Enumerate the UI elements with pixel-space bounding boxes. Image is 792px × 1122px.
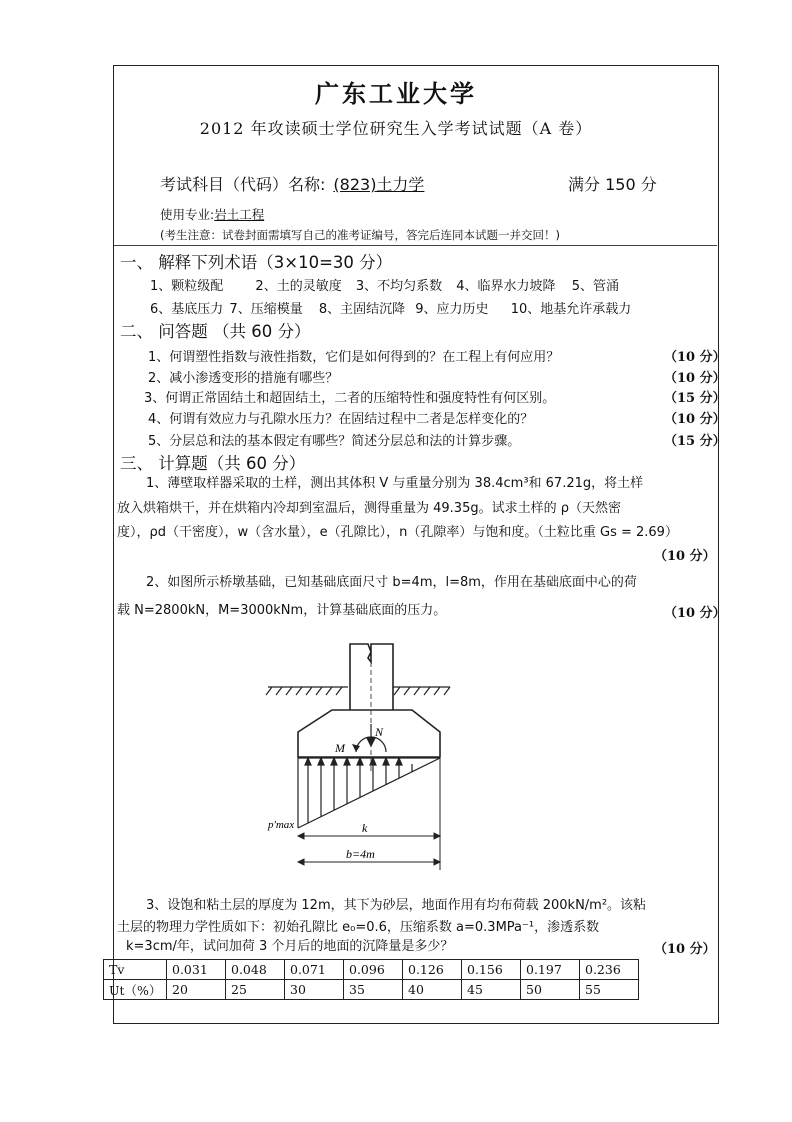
term-10: 10、地基允许承载力 [510,302,632,317]
major-label: 使用专业: [160,207,215,222]
section2-title: 二、 问答题 （共 60 分） [120,322,311,341]
calc-q3-line1: 3、设饱和粘土层的厚度为 12m，其下为砂层，地面作用有均布荷载 200kN/m²。该粘 [146,898,647,913]
table-cell: 55 [580,980,639,1000]
question-1-points: （10 分） [664,350,726,365]
subject-code-name: (823)土力学 [333,175,425,194]
label-M: M [335,741,345,755]
base-pressure-diagram [298,758,440,828]
subject-line [160,172,424,195]
table-head-ut: Ut（%） [104,980,167,1000]
calc-q2-line1: 2、如图所示桥墩基础，已知基础底面尺寸 b=4m，l=8m，作用在基础底面中心的荷 [146,575,637,590]
table-cell: 0.126 [403,960,462,980]
table-cell: 0.048 [226,960,285,980]
table-row-ut [104,980,639,1000]
term-8: 8、主固结沉降 [318,302,406,317]
calc-q3-line3: k=3cm/年，试问加荷 3 个月后的地面的沉降量是多少？ [126,939,454,954]
question-4: 4、何谓有效应力与孔隙水压力？在固结过程中二者是怎样变化的？ [148,412,534,427]
question-3: 3、何谓正常固结土和超固结土，二者的压缩特性和强度特性有何区别。 [144,391,556,406]
major-line [160,205,264,223]
question-2-points: （10 分） [664,371,726,386]
table-cell: 30 [285,980,344,1000]
term-7: 7、压缩模量 [229,302,303,317]
header-separator [114,245,717,246]
table-cell: 0.156 [462,960,521,980]
pier-foundation-diagram [250,632,460,872]
label-N: N [375,725,384,739]
term-4: 4、临界水力坡降 [456,279,556,294]
term-6: 6、基底压力 [150,302,224,317]
terms-line-2 [150,298,631,317]
table-cell: 0.071 [285,960,344,980]
calc-q1-line3: 度），ρd（干密度），w（含水量），e（孔隙比），n（孔隙率）与饱和度。（土粒比重 Gs = 2.69） [117,525,678,540]
term-5: 5、管涌 [571,279,619,294]
table-cell: 0.096 [344,960,403,980]
question-2: 2、减小渗透变形的措施有哪些？ [148,371,339,386]
table-cell: 50 [521,980,580,1000]
term-2: 2、土的灵敏度 [255,279,342,294]
calc-q2-line2: 载 N=2800kN，M=3000kNm，计算基础底面的压力。 [117,603,447,618]
table-cell: 20 [167,980,226,1000]
major-value: 岩土工程 [214,207,265,222]
calc-q3-points: （10 分） [654,942,716,957]
calc-q2-points: （10 分） [664,606,726,621]
table-cell: 45 [462,980,521,1000]
footing [298,710,440,757]
table-cell: 0.197 [521,960,580,980]
question-3-points: （15 分） [664,391,726,406]
question-5: 5、分层总和法的基本假定有哪些？简述分层总和法的计算步骤。 [148,434,521,449]
full-marks: 满分 150 分 [568,175,657,194]
university-name: 广东工业大学 [315,80,477,108]
table-cell: 35 [344,980,403,1000]
term-1: 1、颗粒级配 [150,279,224,294]
label-b: b=4m [346,847,375,861]
pier-column [350,644,393,710]
section3-title: 三、 计算题（共 60 分） [120,454,306,473]
term-3: 3、不均匀系数 [355,279,443,294]
ground-surface [266,687,450,695]
question-4-points: （10 分） [664,412,726,427]
question-1: 1、何谓塑性指数与液性指数，它们是如何得到的？在工程上有何应用？ [148,350,560,365]
candidate-note: (考生注意：试卷封面需填写自己的准考证编号，答完后连同本试题一并交回！) [160,228,560,242]
terms-line-1 [150,275,619,294]
label-k: k [362,821,368,835]
table-cell: 40 [403,980,462,1000]
table-cell: 25 [226,980,285,1000]
calc-q1-line1: 1、薄壁取样器采取的土样，测出其体积 V 与重量分别为 38.4cm³和 67.21g，将土样 [146,476,644,491]
table-cell: 0.031 [167,960,226,980]
table-row-tv [104,960,639,980]
question-5-points: （15 分） [664,434,726,449]
term-9: 9、应力历史 [415,302,489,317]
subject-label: 考试科目（代码）名称: [160,175,326,194]
calc-q1-points: （10 分） [654,549,716,564]
exam-title: 2012 年攻读硕士学位研究生入学考试试题（A 卷） [199,119,593,138]
label-pmax: p'max [268,819,295,831]
table-cell: 0.236 [580,960,639,980]
section1-title: 一、 解释下列术语（3×10=30 分） [120,253,393,272]
consolidation-table [103,959,639,1000]
calc-q1-line2: 放入烘箱烘干，并在烘箱内冷却到室温后，测得重量为 49.35g。试求土样的 ρ（天然密 [117,501,621,516]
table-head-tv: Tv [104,960,167,980]
calc-q3-line2: 土层的物理力学性质如下：初始孔隙比 e₀=0.6，压缩系数 a=0.3MPa⁻¹，渗透系数 [117,920,600,935]
